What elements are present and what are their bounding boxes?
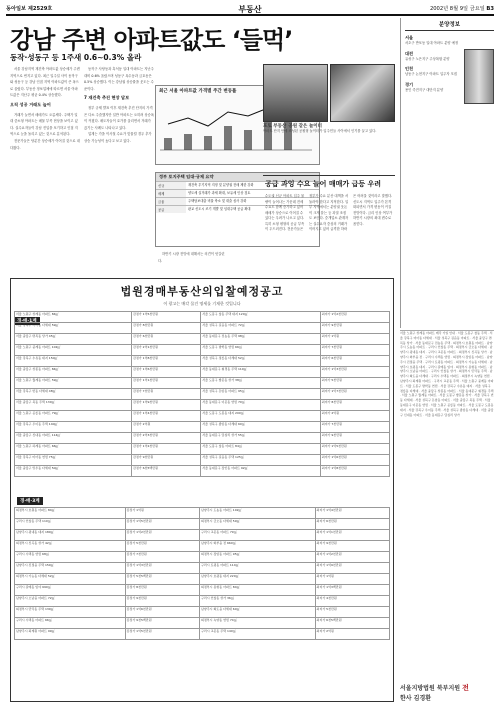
photo-caption: 포토 부동산 공원 같은 놀이터 아파트 단지 안에 조성된 공원형 놀이터가 입주민들 사이에서 인기를 끌고 있다. <box>263 124 377 133</box>
auction-table: 의정부시 호원동 아파트 84㎡ 감정가 1억원 남양주시 도농동 아파트 102㎡ 최저가 1억4천만원 구리시 인창동 주택 110㎡ 감정가 1억5천만원 의정부시 금오동 다세대 59㎡ 최저가 6천만원 남양주시 평내동 대지 180㎡ 감정가 1억2천만원 구리시 교문동 아파트 79㎡ 최저가 1억1천만원 의정부시 신곡동 상가 42㎡ 감정가 5천만원 남양주시 와부읍 전 660㎡ 최저가 9천만원 구리시 수택동 연립 68㎡ 감정가 7천만원 의정부시 장암동 아파트 95㎡ 최저가 1억2천만원 남양주시 진접읍 주택 150㎡ 감정가 1억3천만원 구리시 토평동 아파트 114㎡ 최저가 1억9천만원 의정부시 가능동 다세대 52㎡ 감정가 5천5백만원 남양주시 호평동 대지 220㎡ 최저가 1억원 구리시 갈매동 임야 990㎡ 감정가 8천만원 의정부시 용현동 아파트 84㎡ 최저가 1억3백만원 남양주시 오남읍 아파트 72㎡ 감정가 9천만원 구리시 인창동 상가 36㎡ 최저가 4천만원 의정부시 민락동 주택 130㎡ 감정가 1억6천만원 남양주시 화도읍 다세대 60㎡ 최저가 5천만원 구리시 수택동 아파트 66㎡ 감정가 9천5백만원 의정부시 녹양동 연립 74㎡ 최저가 6천5백만원 남양주시 퇴계원 아파트 99㎡ 감정가 1억5천만원 구리시 교문동 주택 140㎡ 최저가 2억원 <box>14 507 390 657</box>
sidebar-title: 분양정보 <box>405 18 494 31</box>
masthead: 동아일보 제2529호 <box>6 6 53 12</box>
table-row: 세제 양도세 실거래가 과세 확대, 보유세 인상 검토 <box>156 189 319 197</box>
sidebar-item-text: 유성구 노은지구 주상복합 분양 <box>405 56 450 61</box>
news-photo <box>330 64 395 122</box>
table-row: 금융 주택담보대출 비율 축소 및 대출 심사 강화 <box>156 197 319 205</box>
sidebar-item-text: 서초구 반포동 일대 아파트 분양 예정 <box>405 41 459 45</box>
page-header <box>6 4 494 16</box>
law-firm-ad <box>400 330 494 702</box>
section-heading: 7 재건축 추진 현장 답보 <box>84 95 130 101</box>
table-title: 정부 토지주택 임대·규제 요약 <box>156 173 319 181</box>
division-tag: 경·매·1계 <box>14 317 40 325</box>
section-heading: 오직 성공 거래도 늘어 <box>10 101 51 107</box>
article-text: 수도권 신규 아파트 입주 물량이 늘어나는 가운데 전세 수요도 함께 증가하고 있어 매매가 상승으로 이어질 수 있다는 우려가 나오고 있다. 특히 소형 평형의 공급 부족이 두드러진다. 전문가들은 정부가 수요 분산 대책을 서둘러야 한다고 지적한다. 일부 지역에서는 분양권 웃돈이 크게 붙는 등 과열 조짐도 보인다. 중개업소 관계자는 실수요자 중심의 거래가 이어지고 있어 급격한 하락은 어려울 것이라고 말했다. 신도시 지역도 입주가 본격화되면서 가격 변동이 커질 전망이다. 금리 인상 여부가 하반기 시장의 최대 변수로 꼽힌다. <box>265 194 393 231</box>
article-column: 서울 강남지역 재건축 아파트값 상승세가 주변 지역으로 번지고 있다. 최근 일주일 사이 동작구와 성동구 등 강남 인접 지역 아파트값이 큰 폭으로 올랐다. 부동산 정보업체에 따르면 서울 아파트값은 지난주 평균 0.4% 상승했다. 오직 성공 거래도 늘어 거래가 늘면서 매매가도 오름세다. 주택가 일대 중소형 아파트는 매물 부족 현상을 보이고 있다. 실수요자들이 강남 진입을 포기하고 인접 지역으로 눈을 돌리고 있는 것으로 분석된다. 전문가들은 당분간 상승세가 이어질 것으로 내다봤다. <box>10 67 80 150</box>
auction-banner: 법원경매부동산의입찰예정공고 <box>120 285 284 298</box>
sidebar-item-heading: 서울 <box>405 35 414 40</box>
table-row: 공급 판교 신도시 조기 개발 및 임대주택 공급 확대 <box>156 205 319 213</box>
ad-listing: 서울 노원구 상계동 아파트 매각 기일 안내 · 서울 도봉구 창동 주택 · 서울 강북구 미아동 다세대 · 서울 성북구 길음동 아파트 · 서울 중랑구 면목동 상가 · 서울 동대문구 전농동 주택 · 의정부시 호원동 아파트 · 남양주시 도농동 아파트 · 구리시 인창동 주택 · 의정부시 금오동 다세대 · 남양주시 평내동 대지 · 구리시 교문동 아파트 · 의정부시 신곡동 상가 · 남양주시 와부읍 전 · 구리시 수택동 연립 · 의정부시 장암동 아파트 · 남양주시 진접읍 주택 · 구리시 토평동 아파트 · 의정부시 가능동 다세대 · 남양주시 호평동 대지 · 구리시 갈매동 임야 · 의정부시 용현동 아파트 · 남양주시 오남읍 아파트 · 구리시 인창동 상가 · 의정부시 민락동 주택 · 남양주시 화도읍 다세대 · 구리시 수택동 아파트 · 의정부시 녹양동 연립 · 남양주시 퇴계원 아파트 · 구리시 교문동 주택 · 서울 노원구 중계동 아파트 · 서울 도봉구 방학동 연립 · 서울 강북구 수유동 대지 · 서울 성북구 정릉동 다세대 · 서울 중랑구 상봉동 아파트 · 서울 동대문구 휘경동 주택 · 서울 노원구 월계동 아파트 · 서울 도봉구 쌍문동 상가 · 서울 강북구 번동 다세대 · 서울 성북구 돈암동 아파트 · 서울 중랑구 묵동 주택 · 서울 동대문구 이문동 연립 · 서울 노원구 공릉동 아파트 · 서울 도봉구 도봉동 대지 · 서울 강북구 우이동 주택 · 서울 성북구 종암동 다세대 · 서울 중랑구 신내동 아파트 · 서울 동대문구 답십리 상가 <box>400 330 494 670</box>
subheadline: 동작·성동구 등 1주새 0.6∼0.3% 올라 <box>10 53 142 62</box>
sidebar <box>400 18 494 328</box>
page-title: 강남 주변 아파트값도 ‘들먹’ <box>10 26 293 54</box>
article-column: 하반기 시장 전망에 대해서는 의견이 엇갈린다. <box>158 252 225 263</box>
auction-notice <box>10 278 394 702</box>
date-page: 2002년 8월 9일 금요일 B3 <box>429 6 494 12</box>
sidebar-item-heading: 인천 <box>405 66 414 71</box>
sidebar-item-heading: 경기 <box>405 81 414 87</box>
ad-footer: 서울지방법원 북부지원 전 한사 김경환 <box>400 684 469 702</box>
sidebar-item-text: 용인 죽전지구 대단지 분양 <box>405 87 444 92</box>
auction-note: 이 광고는 매각 물건 명세를 기재한 것입니다 <box>163 301 241 306</box>
sidebar-item-heading: 대전 <box>405 50 414 56</box>
division-tag: 경·매·3계 <box>17 497 43 505</box>
news-photo <box>263 64 328 122</box>
auction-table: 서울 노원구 상계동 아파트 84㎡ 감정가 1억5천만원 서울 도봉구 창동 주택 대지 120㎡ 최저가 1억2천만원 서울 강북구 미아동 다세대 59㎡ 감정가 8천만원 서울 성북구 길음동 아파트 72㎡ 최저가 9천만원 서울 중랑구 면목동 상가 45㎡ 감정가 6천만원 서울 동대문구 전농동 주택 98㎡ 최저가 1억원 서울 노원구 중계동 아파트 102㎡ 감정가 2억1천만원 서울 도봉구 방학동 연립 66㎡ 최저가 7천만원 서울 강북구 수유동 대지 150㎡ 감정가 1억8천만원 서울 성북구 정릉동 다세대 52㎡ 최저가 6천만원 서울 중랑구 상봉동 아파트 84㎡ 감정가 1억6천만원 서울 동대문구 휘경동 주택 110㎡ 최저가 1억3천만원 서울 노원구 월계동 아파트 59㎡ 감정가 1억1천만원 서울 도봉구 쌍문동 상가 38㎡ 최저가 5천만원 서울 강북구 번동 다세대 48㎡ 감정가 7천만원 서울 성북구 돈암동 아파트 95㎡ 최저가 1억7천만원 서울 중랑구 묵동 주택 130㎡ 감정가 1억9천만원 서울 동대문구 이문동 연립 70㎡ 최저가 8천만원 서울 노원구 공릉동 아파트 79㎡ 감정가 1억4천만원 서울 도봉구 도봉동 대지 200㎡ 최저가 2억원 서울 강북구 우이동 주택 140㎡ 감정가 2억원 서울 성북구 종암동 다세대 60㎡ 최저가 7천만원 서울 중랑구 신내동 아파트 114㎡ 감정가 2억3천만원 서울 동대문구 답십리 상가 55㎡ 최저가 9천만원 서울 노원구 하계동 아파트 66㎡ 감정가 1억2천만원 서울 도봉구 창동 아파트 84㎡ 최저가 1억5천만원 서울 강북구 미아동 연립 75㎡ 감정가 9천만원 서울 성북구 길음동 주택 125㎡ 최저가 1억6천만원 서울 중랑구 망우동 다세대 50㎡ 감정가 6천5백만원 서울 동대문구 장안동 아파트 92㎡ 최저가 1억8천만원 <box>14 311 390 491</box>
sidebar-item-text: 남동구 논현지구 아파트 입주자 모집 <box>405 72 457 76</box>
article-column: 동작구 사당동과 흑석동 일대 아파트는 지난주 대비 0.6% 올랐으며 성동구 옥수동과 금호동은 0.5% 상승했다. 이는 강남권 상승률을 웃도는 수준이다. 7 재건축 추진 현장 답보 정부 규제 발표 이후 재건축 추진 단지의 가격은 다소 주춤했지만 일반 아파트는 오히려 상승폭이 커졌다. 매도자들이 호가를 올리면서 거래가 끊기는 사례도 나타나고 있다. 업계는 가을 이사철 수요가 맞물릴 경우 추가 상승 가능성이 높다고 보고 있다. <box>84 67 154 143</box>
chart-title: 최근 서울 아파트값 가격별 주간 변동률 <box>159 89 237 94</box>
section-title: 부동산 <box>238 5 262 14</box>
article-title: 공급 과잉 수요 늘어 매매가 급등 우려 <box>265 180 382 188</box>
table-row: 신규 재건축 투기지역 지정 및 분양권 전매 제한 강화 <box>156 181 319 189</box>
second-article <box>263 175 395 287</box>
building-photo <box>464 49 494 104</box>
